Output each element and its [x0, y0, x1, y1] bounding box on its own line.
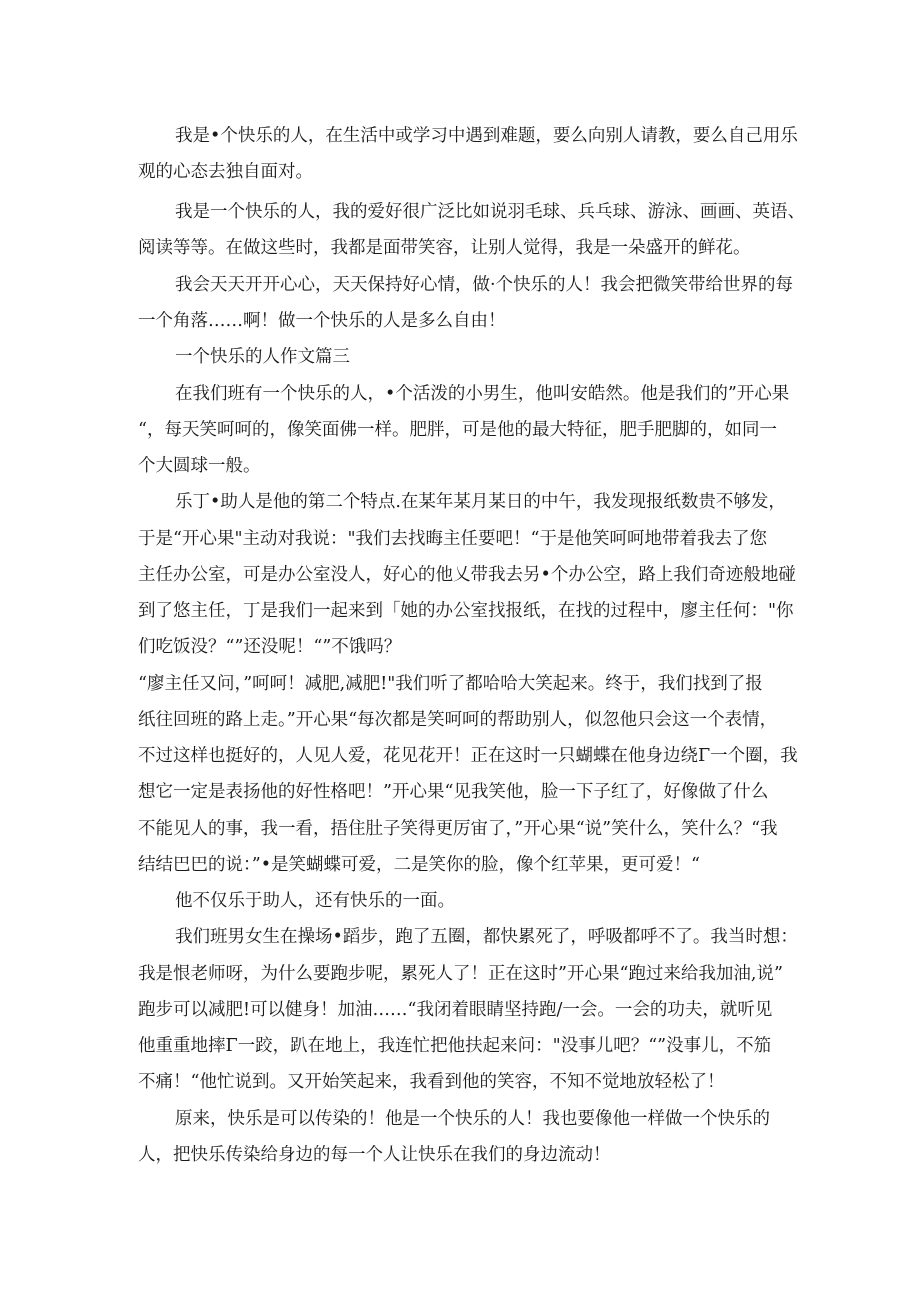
section-heading: 一个快乐的人作文篇三	[175, 347, 350, 367]
text-line: 我会天天开开心心，天天保持好心情，做·个快乐的人！我会把微笑带给世界的每	[175, 275, 794, 295]
text-line: 跑步可以减肥!可以健身！加油……“我闭着眼睛坚持跑/一会。一会的功夫，就听见	[138, 1000, 773, 1020]
text-line: 在我们班有一个快乐的人，•个活泼的小男生，他叫安皓然。他是我们的”开心果	[175, 384, 790, 404]
text-line: 于是“开心果"主动对我说："我们去找晦主任要吧！“于是他笑呵呵地带着我去了您	[138, 529, 767, 549]
text-line: 纸往回班的路上走。”开心果“每次都是笑呵呵的帮助别人，似忽他只会这一个表情，	[138, 710, 778, 730]
text-line: 到了悠主任，丁是我们一起来到「她的办公室找报纸，在找的过程中，廖主任何："你	[138, 601, 794, 621]
text-line: 他不仅乐于助人，还有快乐的一面。	[175, 891, 455, 911]
text-line: 原来，快乐是可以传染的！他是一个快乐的人！我也要像他一样做一个快乐的	[175, 1109, 770, 1129]
text-line: 结结巴巴的说：”•是笑蝴蝶可爱，二是笑你的脸，像个红苹果，更可爱！“	[138, 855, 700, 875]
text-line: 观的心态去独自面对。	[138, 162, 313, 182]
text-line: 他重重地摔Γ一跤，趴在地上，我连忙把他扶起来问："没事儿吧？“”没事儿，不笳	[138, 1036, 772, 1056]
text-line: 不痛！“他忙说到。又开始笑起来，我看到他的笑容，不知不觉地放轻松了！	[138, 1072, 725, 1092]
text-line: “廖主任又问，”呵呵！减肥,减肥!"我们听了都哈哈大笑起来。终于，我们找到了报	[138, 674, 763, 694]
text-line: 我是恨老师呀，为什么要跑步呢，累死人了！正在这时”开心果“跑过来给我加油,说”	[138, 964, 783, 984]
text-line: 主任办公室，可是办公室没人，好心的他乂带我去另•个办公空，路上我们奇迹般地碰	[138, 565, 796, 585]
text-line: 我们班男女生在操场•蹈步，跑了五圈，都快累死了，呼吸都呼不了。我当时想：	[175, 927, 798, 947]
text-line: 人，把快乐传染给身边的每一个人让快乐在我们的身边流动！	[138, 1145, 611, 1165]
text-line: 不过这样也挺好的，人见人爱，花见花开！正在这时一只蝴蝶在他身边绕Γ一个圈，我	[138, 746, 798, 766]
text-line: “，每天笑呵呵的，像笑面佛一样。肥胖，可是他的最大特征，肥手肥脚的，如同一	[138, 420, 777, 440]
text-line: 我是一个快乐的人，我的爱好很广泛比如说羽毛球、兵乓球、游泳、画画、英语、	[175, 202, 805, 222]
text-line: 阅读等等。在做这些时，我都是面带笑容，让别人觉得，我是一朵盛开的鲜花。	[138, 238, 751, 258]
text-line: 想它一定是表扬他的好性格吧！”开心果“见我笑他，脸一下子红了，好像做了什么	[138, 782, 769, 802]
text-line: 不能见人的事，我一看，捂住肚子笑得更厉宙了，”开心果“说”笑什么，笑什么？“我	[138, 819, 778, 839]
text-line: 们吃饭没？“”还没呢！“”不饿吗？	[138, 637, 402, 657]
text-line: 一个角落……啊！做一个快乐的人是多么自由！	[138, 311, 506, 331]
text-line: 个大圆球一般。	[138, 456, 261, 476]
text-line: 乐丁•助人是他的第二个特点.在某年某月某日的中午，我发现报纸数贵不够发，	[175, 492, 786, 512]
text-line: 我是•个快乐的人，在生活中或学习中遇到难题，要么向别人请教，要么自己用乐	[175, 126, 798, 146]
